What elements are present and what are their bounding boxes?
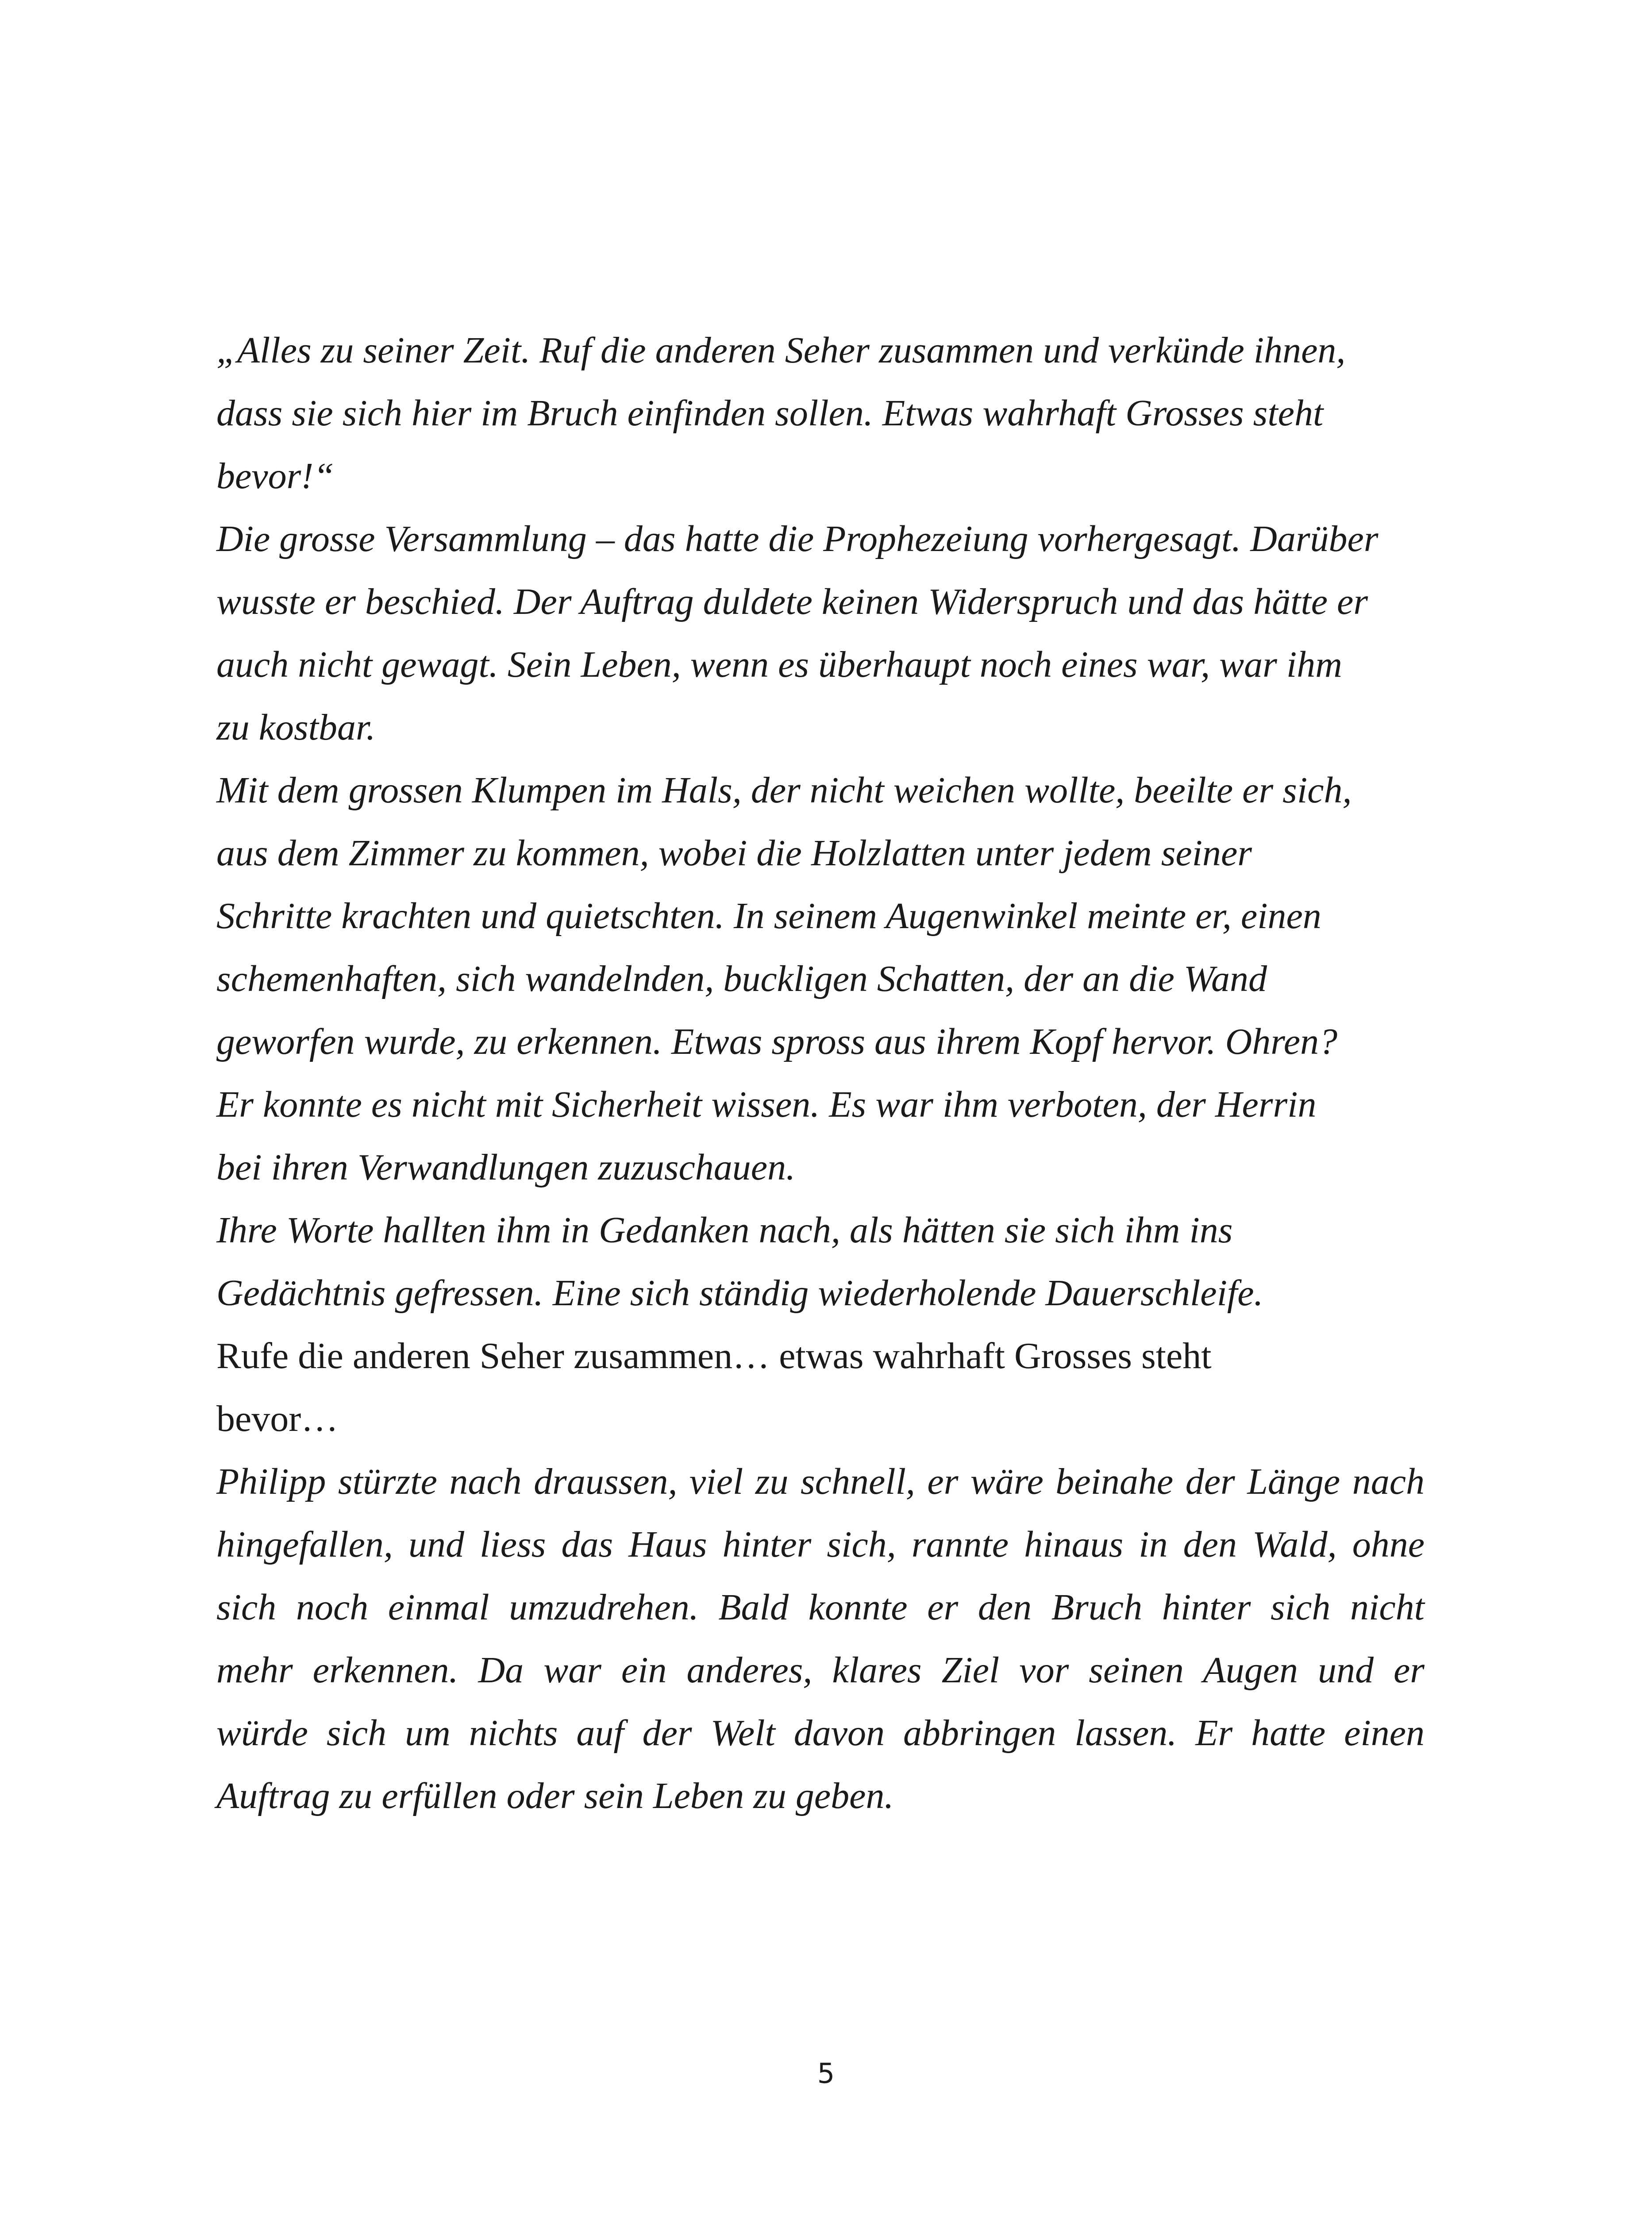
text-line: Gedächtnis gefressen. Eine sich ständig wiederholende Dauerschleife.	[216, 1272, 1263, 1314]
paragraph	[216, 1199, 1425, 1325]
paragraph	[216, 319, 1425, 508]
text-line: Philipp stürzte nach draussen, viel zu schnell, er wäre beinahe der Länge nach	[216, 1461, 1425, 1502]
text-line: dass sie sich hier im Bruch einfinden sollen. Etwas wahrhaft Grosses steht	[216, 393, 1324, 434]
paragraph	[216, 759, 1425, 1199]
text-line: auch nicht gewagt. Sein Leben, wenn es überhaupt noch eines war, war ihm	[216, 644, 1342, 685]
text-line: Schritte krachten und quietschten. In seinem Augenwinkel meinte er, einen	[216, 895, 1321, 937]
text-line: schemenhaften, sich wandelnden, buckligen Schatten, der an die Wand	[216, 958, 1267, 999]
text-line: aus dem Zimmer zu kommen, wobei die Holzlatten unter jedem seiner	[216, 833, 1252, 874]
text-line: geworfen wurde, zu erkennen. Etwas spross aus ihrem Kopf hervor. Ohren?	[216, 1021, 1338, 1062]
text-line: Auftrag zu erfüllen oder sein Leben zu geben.	[216, 1775, 894, 1816]
text-line: Die grosse Versammlung – das hatte die Prophezeiung vorhergesagt. Darüber	[216, 518, 1379, 559]
text-line: würde sich um nichts auf der Welt davon abbringen lassen. Er hatte einen	[216, 1712, 1425, 1754]
paragraph	[216, 1325, 1425, 1450]
text-line: Rufe die anderen Seher zusammen… etwas wahrhaft Grosses steht	[216, 1335, 1212, 1376]
text-line: hingefallen, und liess das Haus hinter sich, rannte hinaus in den Wald, ohne	[216, 1524, 1425, 1565]
text-line: bei ihren Verwandlungen zuzuschauen.	[216, 1147, 796, 1188]
page-number: 5	[817, 2057, 835, 2090]
text-line: Er konnte es nicht mit Sicherheit wissen. Es war ihm verboten, der Herrin	[216, 1084, 1317, 1125]
text-line: wusste er beschied. Der Auftrag duldete keinen Widerspruch und das hätte er	[216, 581, 1368, 622]
text-line: bevor…	[216, 1398, 339, 1439]
paragraph	[216, 508, 1425, 759]
text-line: mehr erkennen. Da war ein anderes, klares Ziel vor seinen Augen und er	[216, 1650, 1425, 1691]
text-line: Mit dem grossen Klumpen im Hals, der nicht weichen wollte, beeilte er sich,	[216, 770, 1352, 811]
text-line: sich noch einmal umzudrehen. Bald konnte er den Bruch hinter sich nicht	[216, 1587, 1425, 1628]
paragraph	[216, 1450, 1425, 1827]
text-line: „Alles zu seiner Zeit. Ruf die anderen Seher zusammen und verkünde ihnen,	[216, 330, 1346, 371]
body-text	[216, 0, 1425, 1827]
text-line: zu kostbar.	[216, 707, 376, 748]
text-line: bevor!“	[216, 455, 334, 497]
text-line: Ihre Worte hallten ihm in Gedanken nach, als hätten sie sich ihm ins	[216, 1210, 1233, 1251]
